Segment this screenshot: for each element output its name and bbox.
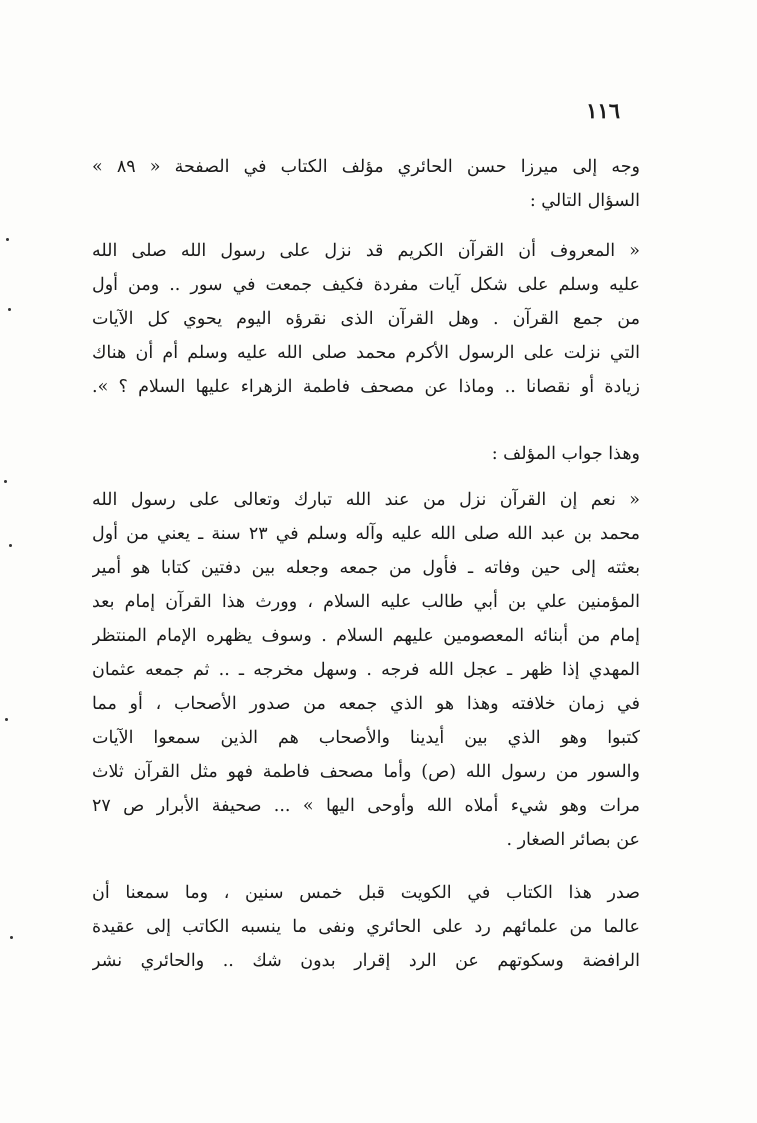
text-line: « نعم إن القرآن نزل من عند الله تبارك وتعالى على رسول الله — [92, 490, 640, 510]
text-line: عالما من علمائهم رد على الحائري ونفى ما ينسبه الكاتب إلى عقيدة — [92, 917, 640, 937]
scan-speck — [9, 544, 12, 547]
text-line: « المعروف أن القرآن الكريم قد نزل على رسول الله صلى الله — [92, 241, 640, 261]
text-line: عن بصائر الصغار . — [506, 830, 640, 850]
closing-paragraph — [92, 876, 640, 978]
text-line: كتبوا وهو الذي بين أيدينا والأصحاب هم الذين سمعوا الآيات — [92, 728, 640, 748]
answer-heading — [92, 437, 640, 471]
text-line: مرات وهو شيء أملاه الله وأوحى اليها » ... صحيفة الأبرار ص ٢٧ — [92, 796, 640, 816]
text-line: إمام من أبنائه المعصومين عليهم السلام . وسوف يظهره الإمام المنتظر — [92, 626, 640, 646]
text-line: من جمع القرآن . وهل القرآن الذى نقرؤه اليوم يحوي كل الآيات — [92, 309, 640, 329]
scan-speck — [6, 238, 9, 241]
intro-paragraph — [92, 150, 640, 218]
scan-speck — [10, 936, 13, 939]
text-line: المؤمنين علي بن أبي طالب عليه السلام ، وورث هذا القرآن إمام بعد — [92, 592, 640, 612]
text-line: والسور من رسول الله (ص) وأما مصحف فاطمة فهو مثل القرآن ثلاث — [92, 762, 640, 782]
text-line: التي نزلت على الرسول الأكرم محمد صلى الله عليه وسلم أم أن هناك — [92, 343, 640, 363]
text-line: المهدي إذا ظهر ـ عجل الله فرجه . وسهل مخرجه ـ .. ثم جمعه عثمان — [92, 660, 640, 680]
text-line: السؤال التالي : — [529, 191, 640, 211]
text-line: الرافضة وسكوتهم عن الرد إقرار بدون شك .. والحائري نشر — [92, 951, 640, 971]
answer-quote — [92, 483, 640, 857]
text-line: بعثته إلى حين وفاته ـ فأول من جمعه وجعله بين دفتين كتابا هو أمير — [92, 558, 640, 578]
text-line: زيادة أو نقصانا .. وماذا عن مصحف فاطمة الزهراء عليها السلام ؟ ». — [92, 377, 640, 397]
question-quote — [92, 234, 640, 404]
scan-speck — [5, 718, 8, 721]
text-line: محمد بن عبد الله صلى الله عليه وآله وسلم في ٢٣ سنة ـ يعني من أول — [92, 524, 640, 544]
text-line: في زمان خلافته وهذا هو الذي جمعه من صدور الأصحاب ، أو مما — [92, 694, 640, 714]
text-line: وجه إلى ميرزا حسن الحائري مؤلف الكتاب في الصفحة « ٨٩ » — [92, 157, 640, 177]
text-line: عليه وسلم على شكل آيات مفردة فكيف جمعت في سور .. ومن أول — [92, 275, 640, 295]
scan-speck — [8, 308, 11, 311]
text-line: صدر هذا الكتاب في الكويت قبل خمس سنين ، وما سمعنا أن — [92, 883, 640, 903]
text-line: وهذا جواب المؤلف : — [491, 444, 640, 464]
scan-speck — [4, 480, 7, 483]
page-number: ١١٦ — [586, 98, 620, 123]
